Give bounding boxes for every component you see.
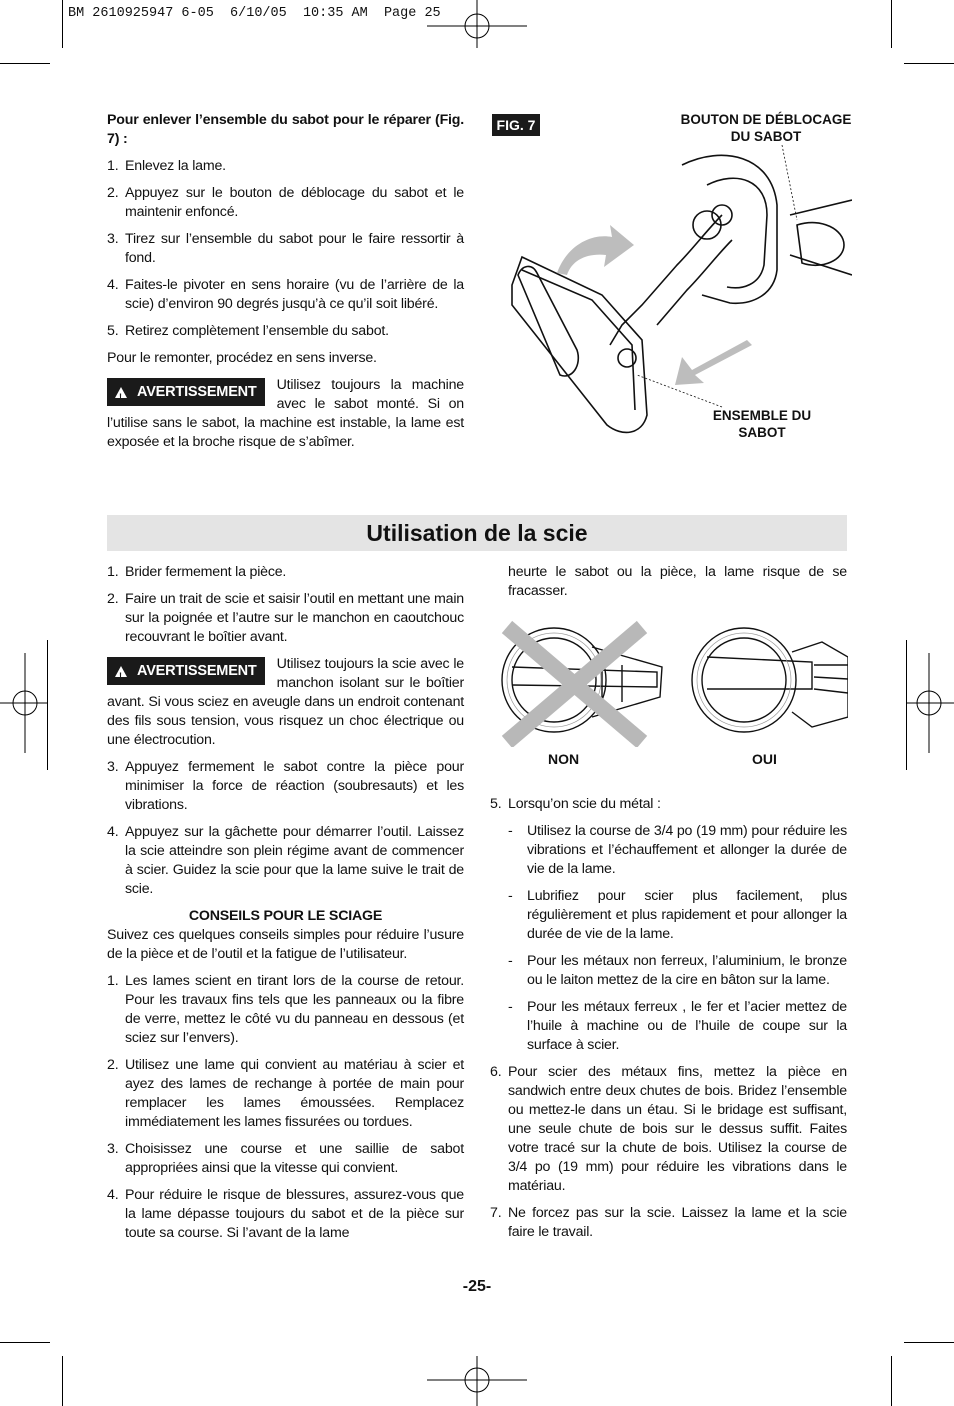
label-non: NON (548, 751, 580, 767)
list-item: 1. Les lames scient en tirant lors de la course de retour. Pour les travaux fins tels que les panneaux ou la fibre de verre, mettez le côté vu du panneau en dessous (et sciez sur l’envers). (107, 973, 464, 1046)
shoe-removal-section (107, 111, 464, 460)
warning-triangle-icon (115, 387, 127, 398)
list-item: 3. Appuyez fermement le sabot contre la pièce pour minimiser la force de réaction (soubresauts) et les vibrations. (107, 759, 464, 813)
list-item: 3. Choisissez une course et une saillie de sabot appropriées ainsi que la vitesse qui convient. (107, 1141, 464, 1176)
non-oui-illustration (492, 617, 848, 747)
dash-item: - Pour les métaux non ferreux, l’aluminium, le bronze ou le laiton mettez de la cire en bâton sur la lame. (508, 953, 847, 988)
list-item: 1. Brider fermement la pièce. (107, 564, 287, 580)
list-item: 5. Retirez complètement l’ensemble du sabot. (107, 323, 389, 339)
section-title: Utilisation de la scie (366, 520, 588, 546)
list-item: 4. Appuyez sur la gâchette pour démarrer l’outil. Laissez la scie atteindre son plein régime avant de commencer à scier. Guidez la scie pour que la lame suive le trait de scie. (107, 824, 464, 897)
saw-usage-right-column (490, 795, 847, 1250)
list-item: 7. Ne forcez pas sur la scie. Laissez la lame et la scie faire le travail. (490, 1205, 847, 1240)
list-item: 6. Pour scier des métaux fins, mettez la pièce en sandwich entre deux chutes de bois. Bridez l’ensemble ou mettez-le dans un étau. Si le bridage est suffisant, une seule chute de bois sur le dessus suffit. Faites votre tracé sur la chute de bois. Utilisez la course de 3/4 po (19 mm) pour réduire les vibrations dans le matériau. (490, 1064, 847, 1194)
warning-text: Utilisez toujours la machine avec le sabot monté. Si on l’utilise sans le sabot, la machine est instable, la lame est exposée et la broche risque de s’abîmer. (107, 377, 464, 450)
dash-item: - Utilisez la course de 3/4 po (19 mm) pour réduire les vibrations et l’échauffement et allonger la durée de vie de la lame. (508, 823, 847, 877)
warning-text: Utilisez toujours la scie avec le manchon isolant sur le boîtier avant. Si vous sciez en aveugle dans un endroit contenant des fils sous tension, vous risquez un choc électrique ou une électrocution. (107, 656, 464, 748)
release-button-label: BOUTON DE DÉBLOCAGE DU SABOT (680, 112, 852, 144)
list-item: 2. Faire un trait de scie et saisir l’outil en mettant une main sur la poignée et l’autre sur le manchon en caoutchouc recouvrant le boîtier avant. (107, 591, 464, 645)
list-item: 2. Appuyez sur le bouton de déblocage du sabot et le maintenir enfoncé. (107, 185, 464, 220)
list-item: 4. Faites-le pivoter en sens horaire (vu de l’arrière de la scie) d’environ 90 degrés jusqu’à ce qu’il soit libéré. (107, 277, 464, 312)
shoe-removal-heading: Pour enlever l’ensemble du sabot pour le réparer (Fig. 7) : (107, 112, 464, 147)
tips-intro: Suivez ces quelques conseils simples pour réduire l’usure de la pièce et de l’outil et la fatigue de l’utilisateur. (107, 927, 464, 962)
list-item: 1. Enlevez la lame. (107, 158, 226, 174)
continuation-text: heurte le sabot ou la pièce, la lame risque de se fracasser. (508, 564, 847, 599)
list-item: 5. Lorsqu’on scie du métal : (490, 796, 661, 812)
print-header: BM 2610925947 6-05 6/10/05 10:35 AM Page 25 (68, 6, 441, 21)
warning-badge: ! AVERTISSEMENT (107, 657, 265, 685)
list-item: 2. Utilisez une lame qui convient au matériau à scier et ayez des lames de rechange à portée de main pour remplacer les lames émoussées. Remplacez immédiatement les lames fissurées ou tordues. (107, 1057, 464, 1130)
shoe-assembly-label: ENSEMBLE DU SABOT (712, 408, 812, 440)
dash-item: - Lubrifiez pour scier plus facilement, plus régulièrement et plus rapidement et pour allonger la durée de vie de la lame. (508, 888, 847, 942)
reinstall-note: Pour le remonter, procédez en sens inverse. (107, 350, 377, 366)
warning-triangle-icon (115, 666, 127, 677)
saw-shoe-illustration (492, 145, 852, 445)
warning-badge: ! AVERTISSEMENT (107, 378, 265, 406)
list-item: 3. Tirez sur l’ensemble du sabot pour le faire ressortir à fond. (107, 231, 464, 266)
tips-heading: CONSEILS POUR LE SCIAGE (188, 908, 383, 924)
label-oui: OUI (752, 751, 777, 767)
dash-item: - Pour les métaux ferreux , le fer et l’acier mettez de l’huile à machine ou de l’huile de coupe sur la surface à scier. (508, 999, 847, 1053)
list-item: 4. Pour réduire le risque de blessures, assurez-vous que la lame dépasse toujours du sabot et de la pièce sur toute sa course. Si l’avant de la lame (107, 1187, 464, 1241)
page-number: -25- (462, 1278, 492, 1295)
figure-tag: FIG. 7 (492, 114, 540, 136)
saw-usage-left-column (107, 563, 464, 1251)
